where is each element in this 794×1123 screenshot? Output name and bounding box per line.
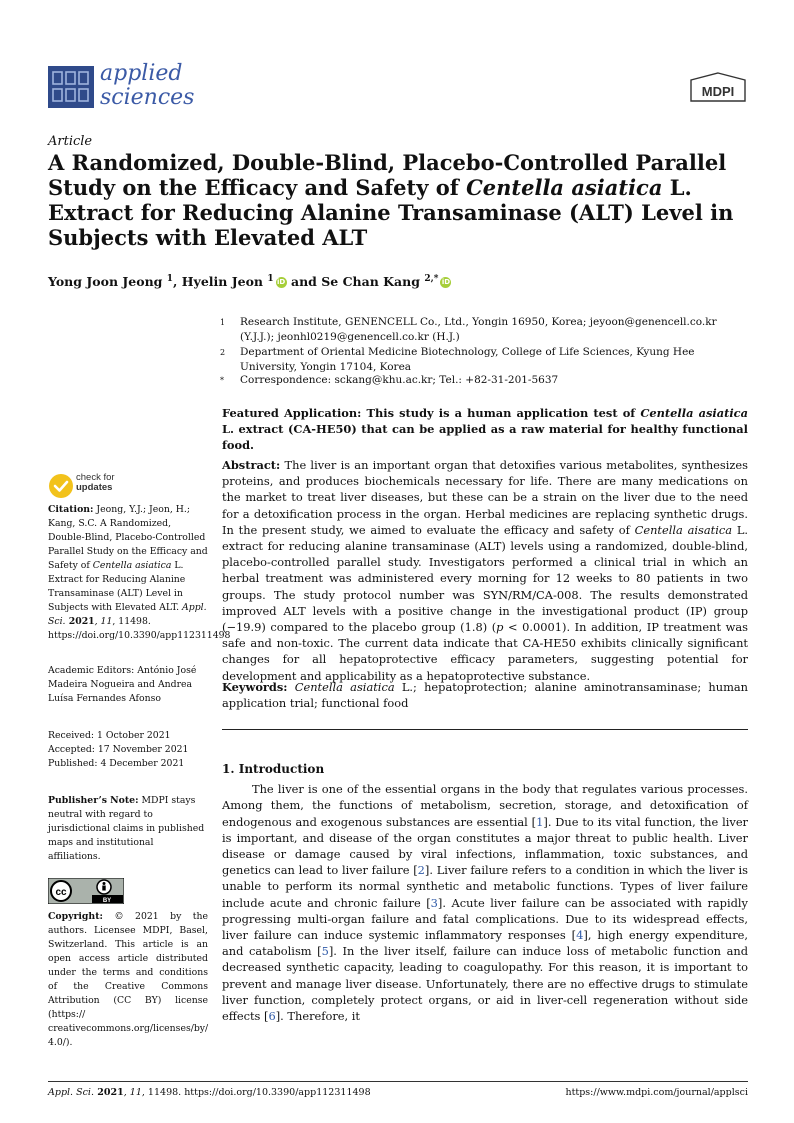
- check-for-updates-button[interactable]: [48, 473, 178, 495]
- journal-logo-icon: [48, 66, 94, 108]
- cc-by-license-icon[interactable]: [48, 878, 124, 904]
- citation-text: Jeong, Y.J.; Jeon, H.; Kang, S.C. A Randomized, Double-Blind, Placebo-Controlled Parallel Study on the Efficacy and Safety of: [48, 504, 208, 571]
- title-italic: Centella asiatica: [466, 175, 663, 200]
- keywords-text: L.; hepatoprotection; alanine aminotransaminase; human application trial; functional food: [222, 680, 748, 711]
- author-list: [48, 274, 451, 289]
- author-3: and Se Chan Kang: [286, 274, 425, 290]
- check-line2: updates: [76, 482, 113, 493]
- copyright-text: © 2021 by the authors. Licensee MDPI, Basel, Switzerland. This article is an open access article distributed under the terms and conditions of the Creative Commons Attribution (CC BY) license (https:// creativecommons.org/licenses/by/ 4.0/).: [48, 911, 209, 1048]
- dates-block: [48, 729, 208, 771]
- publisher-note-label: Publisher’s Note:: [48, 795, 139, 806]
- affiliation-mark: 1: [220, 318, 226, 327]
- affiliation-mark: *: [220, 376, 224, 385]
- citation-link[interactable]: 4: [576, 928, 584, 943]
- footer-journal-url[interactable]: https://www.mdpi.com/journal/applsci: [565, 1087, 748, 1098]
- citation-block: [48, 503, 231, 643]
- citation-doi[interactable]: , 11498. https://doi.org/10.3390/app112311498: [48, 616, 231, 641]
- citation-link[interactable]: 2: [417, 863, 425, 878]
- citation-link[interactable]: 6: [268, 1009, 276, 1024]
- cc-label: cc: [55, 887, 67, 898]
- featured-italic: Centella asiatica: [640, 406, 748, 420]
- featured-application: [222, 405, 748, 454]
- citation-year: 2021: [65, 616, 95, 627]
- orcid-icon[interactable]: iD: [441, 278, 451, 287]
- footer-divider: [48, 1081, 748, 1082]
- copyright-block: [48, 910, 208, 1050]
- check-updates-icon: [48, 473, 74, 499]
- intro-text: ]. In the liver itself, failure can induce loss of metabolic function and decreased synthetic capacity, leading to coagulopathy. For this reason, it is important to prevent and manage liver disease. Unfortunately, there are no effective drugs to stimulate liver function, completely protect organs, or aid in liver-cell regeneration without side effects [: [222, 944, 748, 1024]
- affiliation-text: Department of Oriental Medicine Biotechnology, College of Life Sciences, Kyung Hee University, Yongin 17104, Korea: [240, 346, 695, 373]
- abstract-text: < 0.0001). In addition, IP treatment was safe and non-toxic. The current data indicate that CA-HE50 exhibits clinically significant changes for all hepatoprotective efficacy parameters, suggesting potential for development and applicability as a hepatoprotective substance.: [222, 620, 748, 683]
- copyright-label: Copyright:: [48, 911, 103, 922]
- keywords: [222, 679, 748, 711]
- abstract-label: Abstract:: [222, 458, 281, 472]
- section-heading: 1. Introduction: [222, 762, 325, 776]
- intro-text: The liver is one of the essential organs in the body that regulates various processes. Among them, the functions of metabolism, secretion, storage, and detoxification of endogenous and exogenous substances are essential [: [222, 782, 748, 829]
- intro-text: ]. Acute liver failure can be associated with rapidly progressing multi-organ failure and fatal complications. Due to its widespread effects, liver failure can induce systemic inflammatory responses [: [222, 895, 748, 943]
- featured-text: L. extract (CA-HE50) that can be applied as a raw material for healthy functional food.: [222, 422, 748, 453]
- citation-link[interactable]: 5: [321, 944, 329, 959]
- author-1: Yong Joon Jeong: [48, 274, 167, 290]
- date-received: Received: 1 October 2021: [48, 730, 171, 741]
- citation-link[interactable]: 1: [536, 814, 544, 829]
- keywords-label: Keywords:: [222, 680, 288, 694]
- footer-citation: [48, 1087, 371, 1098]
- abstract-text: The liver is an important organ that detoxifies various metabolites, synthesizes proteins, and produces biochemicals necessary for life. There are many medications on the market to treat liver diseases, but these can be a strain on the liver due to the need for a detoxification process in the organ. Herbal medicines are replacing synthetic drugs. In the present study, we aimed to evaluate the efficacy and safety of: [222, 458, 748, 537]
- citation-volume: , 11: [94, 616, 113, 627]
- article-type: Article: [48, 134, 93, 149]
- citation-journal: Appl. Sci.: [48, 602, 207, 627]
- author-2: , Hyelin Jeon: [173, 274, 268, 290]
- section-divider: [222, 729, 748, 730]
- abstract-text: L. extract for reducing alanine transaminase (ALT) levels using a randomized, double-blind, placebo-controlled parallel study. Investigators performed a clinical trial in which an herbal treatment was administered every morning for 12 weeks to 80 patients in two groups. The study protocol number was SYN/RM/CA-008. The results demonstrated improved ALT levels with a positive change in the investigational product (IP) group (−19.9) compared to the placebo group (1.8) (: [222, 522, 749, 635]
- affiliation-text: Research Institute, GENENCELL Co., Ltd., Yongin 16950, Korea; jeyoon@genencell.co.kr (Y.J.J.); jeonhl0219@genencell.co.kr (H.J.): [240, 316, 717, 343]
- affiliation-2: [222, 345, 742, 375]
- abstract: [222, 457, 748, 684]
- orcid-icon[interactable]: iD: [277, 278, 286, 287]
- intro-text: ]. Liver failure refers to a condition in which the liver is unable to perform its normal synthetic and metabolic functions. Types of liver failure include acute and chronic failure [: [222, 863, 748, 910]
- publisher-note-text: MDPI stays neutral with regard to jurisdictional claims in published maps and institutional affiliations.: [48, 795, 205, 862]
- featured-text: This study is a human application test of: [361, 406, 641, 420]
- citation-label: Citation:: [48, 504, 94, 515]
- citation-italic: Centella asiatica: [92, 560, 172, 571]
- abstract-p-value: p: [496, 620, 504, 635]
- author-2-sup: 1: [267, 274, 274, 284]
- keywords-italic: Centella asiatica: [294, 680, 395, 694]
- date-accepted: Accepted: 17 November 2021: [48, 744, 189, 755]
- date-published: Published: 4 December 2021: [48, 758, 185, 769]
- affiliation-correspondence: [222, 373, 742, 388]
- abstract-italic: Centella aisatica: [634, 522, 733, 537]
- affiliation-mark: 2: [220, 348, 226, 357]
- publisher-note: [48, 794, 208, 864]
- journal-name: [100, 62, 194, 110]
- check-line1: check for: [76, 472, 115, 483]
- publisher-logo-text: MDPI: [701, 84, 735, 99]
- featured-label: Featured Application:: [222, 406, 362, 420]
- author-3-sup: 2,*: [424, 274, 439, 284]
- title-part1: A Randomized, Double-Blind, Placebo-Controlled Parallel Study on the Efficacy and Safety of: [48, 150, 727, 200]
- title-part2: L. Extract for Reducing Alanine Transaminase (ALT) Level in Subjects with Elevated ALT: [48, 175, 734, 250]
- cc-by-label: BY: [102, 898, 112, 904]
- affiliation-text: Correspondence: sckang@khu.ac.kr; Tel.: +82-31-201-5637: [240, 374, 559, 386]
- citation-text: L. Extract for Reducing Alanine Transaminase (ALT) Level in Subjects with Elevated ALT.: [48, 560, 186, 613]
- intro-paragraph: [222, 781, 748, 1024]
- article-title: [48, 150, 748, 250]
- intro-text: ]. Due to its vital function, the liver is important, and disease of the organ constitutes a major threat to public health. Liver disease or damage caused by viral infections, inflammation, toxic substances, and genetics can lead to liver failure [: [222, 814, 749, 878]
- footer-doi[interactable]: , 11498. https://doi.org/10.3390/app112311498: [141, 1087, 371, 1098]
- academic-editors: Academic Editors: António José Madeira Nogueira and Andrea Luísa Fernandes Afonso: [48, 665, 197, 704]
- footer-year: 2021: [94, 1087, 124, 1098]
- journal-name-line1: applied: [100, 61, 183, 86]
- intro-text: ], high energy expenditure, and catabolism [: [222, 928, 748, 959]
- mdpi-logo: [688, 72, 748, 102]
- introduction-section: [222, 761, 748, 1024]
- intro-text: ]. Therefore, it: [275, 1009, 360, 1024]
- journal-name-line2: sciences: [100, 85, 195, 110]
- footer-journal: Appl. Sci.: [48, 1087, 94, 1098]
- citation-link[interactable]: 3: [430, 895, 438, 910]
- footer-volume: , 11: [123, 1087, 142, 1098]
- author-1-sup: 1: [166, 274, 174, 284]
- affiliation-1: [222, 315, 742, 345]
